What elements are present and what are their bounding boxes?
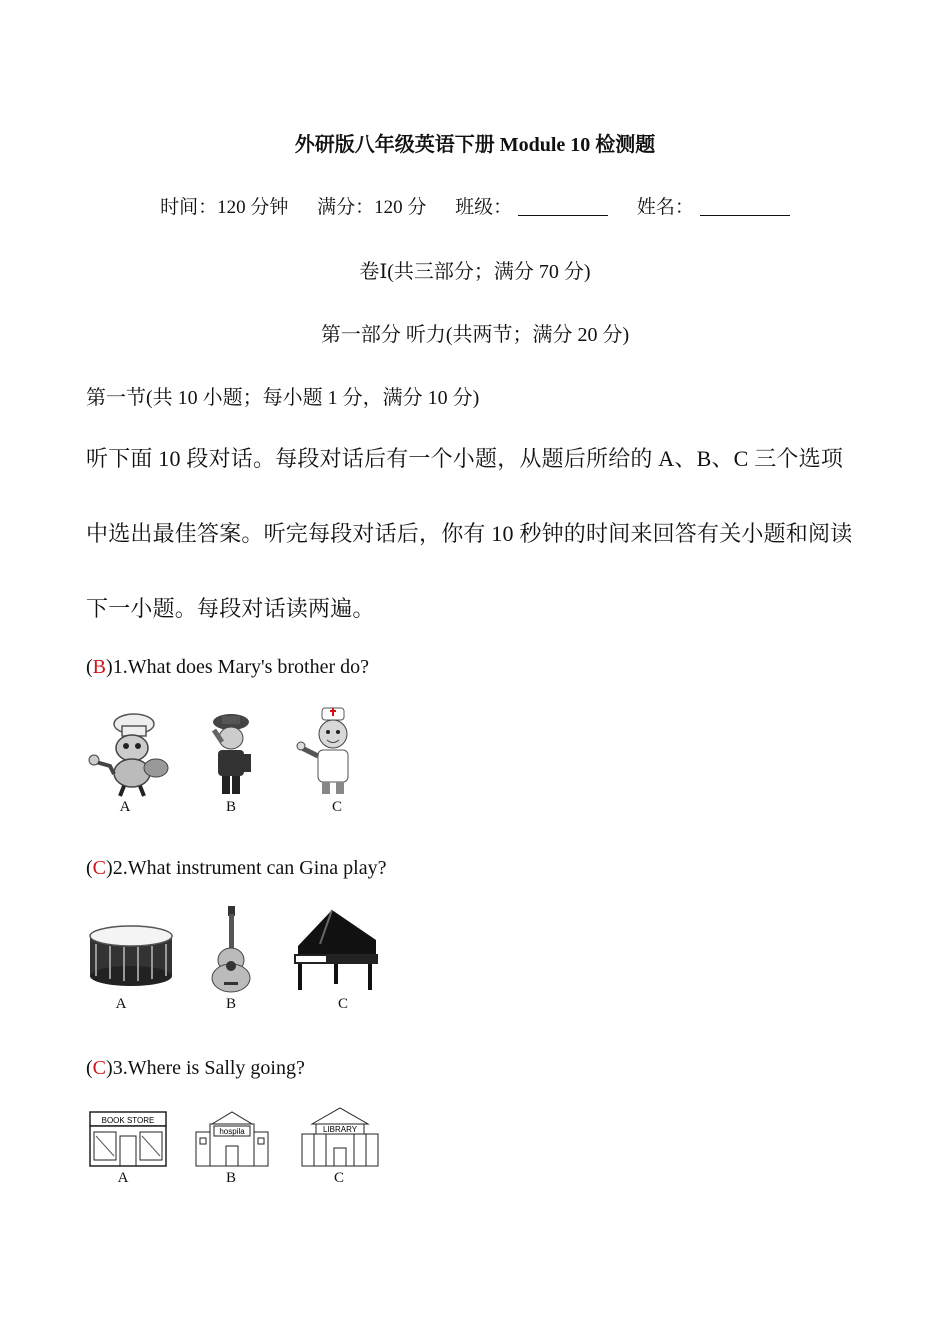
bookstore-picture — [86, 1110, 170, 1170]
answer-mark: C — [92, 1057, 107, 1079]
police-officer-picture — [204, 710, 258, 798]
part-heading: 第一部分 听力(共两节；满分 20 分) — [320, 324, 630, 346]
hospital-picture — [192, 1108, 272, 1170]
answer-mark: C — [92, 857, 107, 879]
class-label: 班级： — [455, 197, 513, 218]
paren: ) — [106, 857, 113, 879]
exam-meta — [0, 192, 950, 219]
paren: ( — [86, 1057, 93, 1079]
page-title: 外研版八年级英语下册 Module 10 检测题 — [294, 134, 656, 156]
library-sign: LIBRARY — [322, 1125, 358, 1134]
question-text: 2.What instrument can Gina play? — [112, 857, 387, 879]
doctor-picture — [296, 706, 364, 798]
option-label: C — [333, 1170, 344, 1186]
option-label: C — [337, 996, 348, 1012]
chef-picture — [86, 710, 170, 798]
time-info: 时间：120 分钟 — [160, 197, 289, 218]
option-label: B — [225, 996, 236, 1012]
question-2 — [86, 857, 387, 880]
guitar-picture — [206, 904, 256, 994]
full-score-info: 满分：120 分 — [317, 197, 427, 218]
library-picture — [298, 1104, 382, 1170]
instruction-line: 下一小题。每段对话读两遍。 — [86, 596, 375, 621]
option-label: C — [331, 799, 342, 815]
question-3 — [86, 1057, 305, 1080]
option-label: A — [119, 799, 131, 815]
answer-mark: B — [92, 656, 107, 678]
paren: ) — [106, 656, 113, 678]
option-label: B — [225, 1170, 236, 1186]
option-label: A — [117, 1170, 129, 1186]
class-blank — [518, 197, 608, 216]
option-label: A — [115, 996, 127, 1012]
instruction-line: 中选出最佳答案。听完每段对话后，你有 10 秒钟的时间来回答有关小题和阅读 — [86, 521, 853, 546]
name-blank — [700, 197, 790, 216]
volume-heading: 卷Ⅰ(共三部分；满分 70 分) — [359, 261, 591, 283]
question-text: 3.Where is Sally going? — [112, 1057, 305, 1079]
piano-picture — [290, 906, 382, 996]
instruction-line: 听下面 10 段对话。每段对话后有一个小题，从题后所给的 A、B、C 三个选项 — [86, 446, 844, 471]
question-1 — [86, 656, 369, 679]
question-text: 1.What does Mary's brother do? — [112, 656, 369, 678]
option-label: B — [225, 799, 236, 815]
section-heading: 第一节(共 10 小题；每小题 1 分，满分 10 分) — [86, 387, 480, 409]
hospital-sign: hospila — [219, 1127, 245, 1136]
bookstore-sign: BOOK STORE — [101, 1116, 155, 1125]
paren: ( — [86, 656, 93, 678]
drum-picture — [86, 922, 176, 988]
paren: ) — [106, 1057, 113, 1079]
name-label: 姓名： — [636, 197, 694, 218]
paren: ( — [86, 857, 93, 879]
